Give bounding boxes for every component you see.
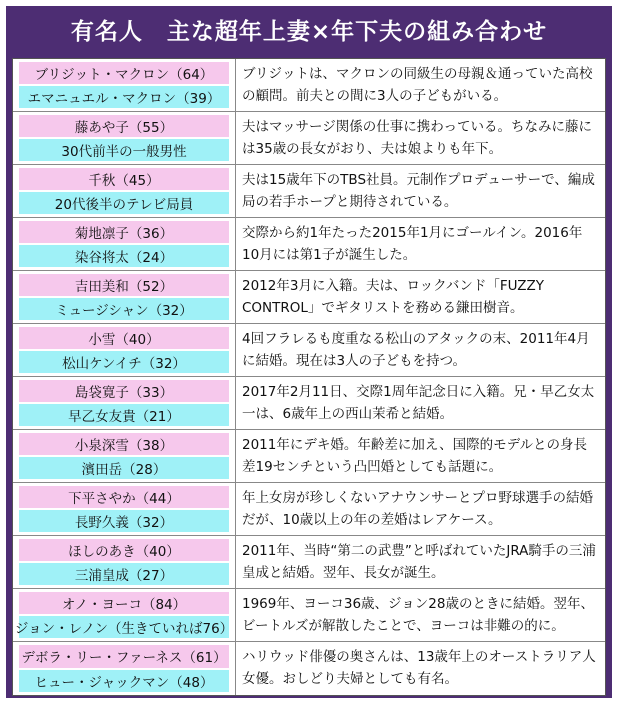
husband-name: ヒュー・ジャックマン（48） xyxy=(19,670,229,693)
couple-description: 夫はマッサージ関係の仕事に携わっている。ちなみに藤には35歳の長女がおり、夫は娘よりも年下。 xyxy=(242,119,593,157)
husband-name: 長野久義（32） xyxy=(19,510,229,532)
wife-name: デボラ・リー・ファーネス（61） xyxy=(19,645,229,668)
wife-name: 吉田美和（52） xyxy=(19,274,229,296)
couple-description: 2012年3月に入籍。夫は、ロックバンド「FUZZY CONTROL」でギタリストを務める鎌田樹音。 xyxy=(242,278,545,316)
husband-name: エマニュエル・マクロン（39） xyxy=(19,86,229,108)
couple-names-cell xyxy=(13,642,236,695)
couple-names-cell xyxy=(13,536,236,588)
husband-name: 濱田岳（28） xyxy=(19,457,229,479)
husband-name: ミュージシャン（32） xyxy=(19,298,229,320)
wife-name: 藤あや子（55） xyxy=(19,115,229,137)
wife-name: 菊地凛子（36） xyxy=(19,221,229,243)
husband-name: 20代後半のテレビ局員 xyxy=(19,192,229,214)
wife-name: オノ・ヨーコ（84） xyxy=(19,592,229,614)
couple-names-cell xyxy=(13,377,236,429)
husband-name: 三浦皇成（27） xyxy=(19,563,229,585)
table-row xyxy=(13,165,605,218)
wife-name: 小雪（40） xyxy=(19,327,229,349)
wife-name: ほしのあき（40） xyxy=(19,539,229,561)
couple-names-cell xyxy=(13,324,236,376)
husband-name: ジョン・レノン（生きていれば76） xyxy=(19,616,229,638)
wife-name: 下平さやか（44） xyxy=(19,486,229,508)
husband-name: 染谷将太（24） xyxy=(19,245,229,267)
couple-names-cell xyxy=(13,430,236,482)
table-row xyxy=(13,112,605,165)
infographic-panel xyxy=(6,6,612,698)
table-row xyxy=(13,589,605,642)
couple-description: 2017年2月11日、交際1周年記念日に入籍。兄・早乙女太一は、6歳年上の西山茉希と結婚。 xyxy=(242,384,595,422)
table-row xyxy=(13,218,605,271)
couple-names-cell xyxy=(13,271,236,323)
husband-name: 30代前半の一般男性 xyxy=(19,139,229,161)
couple-description: ブリジットは、マクロンの同級生の母親＆通っていた高校の顧問。前夫との間に3人の子どもがいる。 xyxy=(242,66,593,104)
wife-name: 島袋寛子（33） xyxy=(19,380,229,402)
couple-names-cell xyxy=(13,218,236,270)
couple-description: 2011年にデキ婚。年齢差に加え、国際的モデルとの身長差19センチという凸凹婚としても話題に。 xyxy=(242,437,587,475)
table-row xyxy=(13,377,605,430)
wife-name: 小泉深雪（38） xyxy=(19,433,229,455)
page-title: 有名人 主な超年上妻×年下夫の組み合わせ xyxy=(70,18,548,45)
couple-names-cell xyxy=(13,165,236,217)
wife-name: ブリジット・マクロン（64） xyxy=(19,62,229,84)
couple-description: 交際から約1年たった2015年1月にゴールイン。2016年10月には第1子が誕生した。 xyxy=(242,225,583,263)
husband-name: 早乙女友貴（21） xyxy=(19,404,229,426)
couples-table xyxy=(12,58,606,696)
table-row xyxy=(13,483,605,536)
husband-name: 松山ケンイチ（32） xyxy=(19,351,229,373)
couple-description: ハリウッド俳優の奥さんは、13歳年上のオーストラリア人女優。おしどり夫婦としても有名。 xyxy=(242,649,596,687)
couple-description: 1969年、ヨーコ36歳、ジョン28歳のときに結婚。翌年、ビートルズが解散したことで、ヨーコは非難の的に。 xyxy=(242,596,594,634)
couple-description: 年上女房が珍しくないアナウンサーとプロ野球選手の結婚だが、10歳以上の年の差婚はレアケース。 xyxy=(242,490,593,528)
table-row xyxy=(13,59,605,112)
table-row xyxy=(13,536,605,589)
table-row xyxy=(13,642,605,695)
table-row xyxy=(13,271,605,324)
wife-name: 千秋（45） xyxy=(19,168,229,190)
couple-description: 2011年、当時“第二の武豊”と呼ばれていたJRA騎手の三浦皇成と結婚。翌年、長女が誕生。 xyxy=(242,543,596,581)
couple-names-cell xyxy=(13,59,236,111)
table-row xyxy=(13,324,605,377)
couple-names-cell xyxy=(13,589,236,641)
couple-names-cell xyxy=(13,483,236,535)
couple-names-cell xyxy=(13,112,236,164)
couple-description: 夫は15歳年下のTBS社員。元制作プロデューサーで、編成局の若手ホープと期待されている。 xyxy=(242,172,595,210)
table-row xyxy=(13,430,605,483)
couple-description: 4回フラレるも度重なる松山のアタックの末、2011年4月に結婚。現在は3人の子どもを持つ。 xyxy=(242,331,590,369)
